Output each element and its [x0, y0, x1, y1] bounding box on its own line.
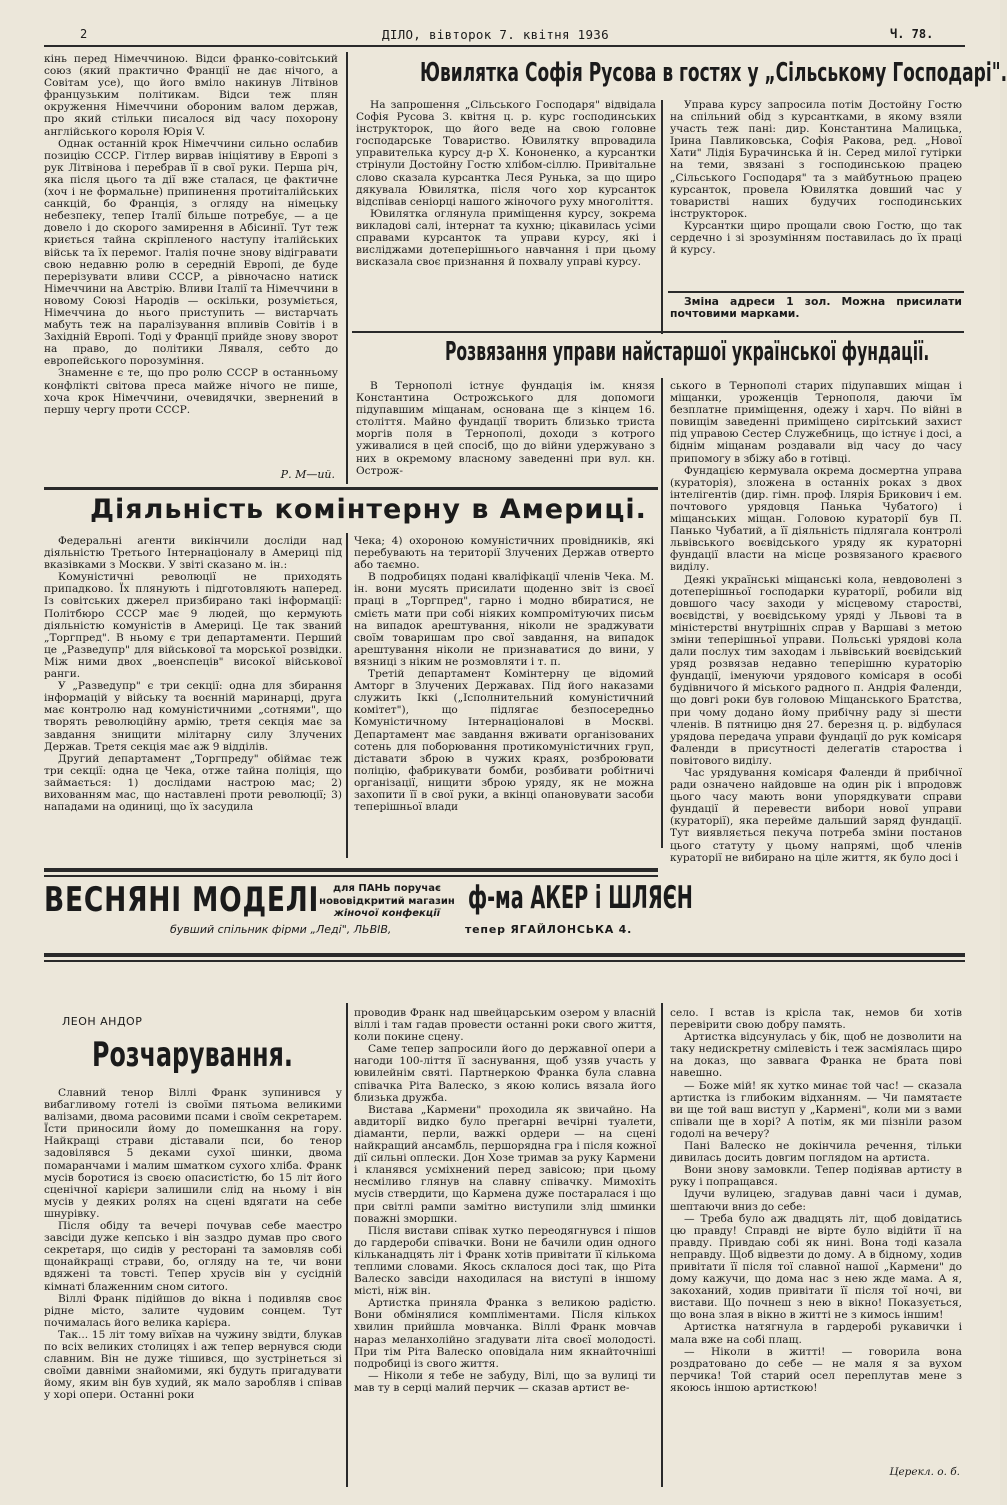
- story-paragraph: Після вистави співак хутко переодягнувся і пішов до гардероби співачки. Вони не бачили один одного кільканадцять літ і Франк хотів привітати її кількома теплими словами. Якось склалося досі так, що Ріта Валеско завсіди находилася на виступі в іншому місті, ніж він.: [354, 1224, 656, 1298]
- advert-bottom-rule: [44, 953, 965, 957]
- rusova-paragraph: На запрошення „Сільського Господаря" відвідала Софія Русова 3. квітня ц. р. курс господинських інструкторок, що його веде на свою головне господарське Товариство. Ювилятку впровадила управителька курсу д-р Х. Кононенко, а курсантки стрінули Достойну Гостю хлібом-сіллю. Привітальне слово сказала курсантка Леся Рунька, за що щиро дякувала Ювилятка, після чого хор курсанток відспівав сеніорці нашого жіночого руху многоліття.: [356, 99, 656, 208]
- politics-paragraph: Знаменне є те, що про ролю СССР в останньому конфлікті світова преса майже нічого не пише, хоча крок Німеччини, очевидячки, звернений в першу чергу проти СССР.: [44, 367, 338, 416]
- masthead: ДІЛО, вівторок 7. квітня 1936: [382, 27, 609, 42]
- foundation-paragraph: ського в Тернополі старих підупавших міщан і міщанки, уроженців Тернополя, даючи їм безплатне приміщення, одежу і харч. По війні в повищім заведенні приміщено сирітський захист під управою Сестер Служебниць, що істнує і досі, а біднім міщанам роздавали від часу до часу припомогу в збіжу або в готівці.: [670, 380, 962, 465]
- story-paragraph: Славний тенор Віллі Франк зупинився у вибагливому готелі із своїми пятьома великими валізами, двома расовими псами і своїм секретарем. Їсти приносили йому до помешкання на гору. Найкращі страви діставали пси, бо тенор задовілявся 5 деками сухої шинки, двома помаранчами і малим шматком сухого хліба. Франк мусів боротися із своєю опасистістю, бо 15 літ його сценічної карієри залишили слід на ньому і він мусів у деяких ролях на сцені вдягати на себе шнурівку.: [44, 1087, 342, 1220]
- advert-bottom-rule-thin: [44, 960, 965, 962]
- comintern-right-column: [354, 535, 654, 855]
- foundation-paragraph: В Тернополі істнує фундація ім. князя Константина Острожського для допомоги підупавшим міщанам, основана ще з кінцем 16. століття. Майно фундації творить близько триста моргів поля в Тернополі, доходи з котрого уживалися в цей спосіб, що до війни удержувано з них в окремому власному заведенні при вул. кн. Острож-: [356, 380, 655, 477]
- rusova-left-column: [356, 99, 656, 351]
- rusova-right-column: [670, 99, 962, 299]
- comintern-paragraph: Комуністичні революції не приходять припадково. Їх плянують і підготовляють наперед. Із совітських джерел призбирано такі інформації: Політбюро СССР має 9 людей, що кермують діяльністю комуністів в Америці. Це так званий „Торгпред". В ньому є три департаменти. Перший це „Разведупр" для військової та морської розвідки. Між ними двох „военспеців" високої військової ранги.: [44, 571, 342, 681]
- advert-firm-box: [468, 880, 693, 922]
- story-paragraph: Віллі Франк підійшов до вікна і подивляв своє рідне місто, залите чудовим сонцем. Тут почималась його велика карієра.: [44, 1292, 342, 1329]
- notice-rule: [668, 291, 964, 293]
- column-rule: [346, 52, 348, 484]
- story-paragraph: Саме тепер запросили його до державної опери а нагоди 100-ліття її заснування, щоб узяв участь у ювилейнім святі. Партнеркою Франка була славна співачка Ріта Валеско, з якою колись вязала його близька дружба.: [354, 1043, 656, 1104]
- story-paragraph: Після обіду та вечері почував себе маестро завсіди дуже кепсько і він заздро думав про свого секретаря, що сидів у ресторані та замовляв собі щонайкращі страви, бо, огляду на те, чи вони вдяжені та товсті. Тепер хрусів він у сусідній кімнаті блаженним сном ситого.: [44, 1220, 342, 1293]
- advert-firm: ф-ма АКЕР і ШЛЯЄН: [468, 880, 693, 916]
- advert-address: тепер ЯГАЙЛОНСЬКА 4.: [465, 923, 633, 936]
- issue-number: Ч. 78.: [890, 27, 934, 41]
- story-paragraph: Пані Валеско не докінчила речення, тільки дивилась досить довгим поглядом на артиста.: [670, 1140, 962, 1165]
- column-rule: [661, 100, 663, 334]
- story-paragraph: — Треба було аж двадцять літ, щоб довідатись цю правду! Справді не вірте було відійти її на правду. Привдаю собі як нині. Вона тоді казала неправду. Щоб відвезти до дому. А в бідному, ходив привітати її після тої славної нашої „Кармени" до дому кажучи, що дома нас з нею жде мама. А я, закоханий, ходив привітати її після тої ночі, ви вистави. Що почнеш з нею в вікно! Показується, що вона злая в вікно в житті не з кимось іншим!: [670, 1212, 962, 1322]
- comintern-paragraph: Другий департамент „Торгпреду" обіймає теж три секції: одна це Чека, отже тайна поліція, що займається: 1) дослідами настрою мас; 2) вихованням мас, що наставлені проти революції; 3) нападами на одиниці, що їх засудила: [44, 752, 342, 814]
- story-paragraph: Артистка відсунулась у бік, щоб не дозволити на таку недискретну смілевість і теж засміялась щиро на доказ, що заввага Франка не брата пові навешно.: [670, 1031, 962, 1080]
- rusova-paragraph: Ювилятка оглянула приміщення курсу, зокрема викладові салі, інтернат та кухню; цікавилась усіми справами курсанток та управи курсу, які і висліджами дотеперішнього навчання і при цьому висказала своє признання й похвалу управі курсу.: [356, 207, 656, 269]
- foundation-paragraph: Деякі українські міщанські кола, невдоволені з дотеперішньої господарки кураторії, робили від довшого часу заходи у місцевому старостві, воєвідстві, у воєвідському уряді у Львові та в міністерстві внутрішніх справ у Варшаві з метою зміни теперішньої управи. Польські урядові кола дали послух тим заходам і львівський воєвідський уряд розвязав недавно теперішню кураторію фундації, іменуючи урядового комісаря в особі будівничого й міського радного п. Андрія Фаленди, що довгі роки був головою Міщанського Братства, при чому додано йому прибічну раду зі шести членів. В пятницю дня 27. березня ц. р. відбулася урядова передача управи фундації до рук комісаря Фаленди в присутності делегатів староства і повітового виділу.: [670, 573, 962, 767]
- story-paragraph: Вони знову замовкли. Тепер подіявав артисту в руку і попращався.: [670, 1164, 962, 1189]
- comintern-headline-box: [90, 494, 647, 534]
- story-paragraph: Артистка натягнула в гардеробі рукавички і мала вже на собі плащ.: [670, 1321, 962, 1346]
- foundation-left-column: [356, 380, 655, 480]
- comintern-paragraph: У „Разведупр" є три секції: одна для збирання інформацій у війську та воєнній маринарці, друга має контролю над комуністичними „сотнями", що творять революційну армію, третя секція має за завдання знищити мілітарну силу Злучених Держав. Третя секція має аж 9 відділів.: [44, 680, 342, 753]
- story-paragraph: село. І встав із крісла так, немов би хотів перевірити свою добру память.: [670, 1007, 962, 1032]
- story-column-1: [44, 1087, 342, 1487]
- advert-line3: жіночої конфекції: [333, 908, 441, 919]
- rusova-headline: Ювилятка Софія Русова в гостях у „Сільському Господарі".: [420, 58, 1007, 88]
- advert-title: ВЕСНЯНІ МОДЕЛІ: [44, 880, 320, 920]
- foundation-paragraph: Час урядування комісаря Фаленди й прибічної ради означено найдовше на один рік і впродовж цього часу мають вони упорядкувати справи фундації й перевести вибори нової управи (кураторії), яка перейме дальший заряд фундації. Тут виявляється пекуча потреба зміни постанов цього статуту у цьому напрямі, щоб членів кураторії не вибирано на ціле життя, як було досі і: [670, 767, 962, 864]
- politics-paragraph: кінь перед Німеччиною. Відси франко-совітський союз (який практично Франції не дає нічого, а Совітам усе), що його вміло накинув Літвінов французьким політикам. Відси теж плян окруження Німеччини обороним валом держав, про який стільки писалося від часу похорону англійського короля Юрія V.: [44, 53, 338, 138]
- address-notice: [670, 296, 962, 320]
- story-paragraph: Ідучи вулицею, згадував давні часи і думав, шептаючи вниз до себе:: [670, 1188, 962, 1213]
- story-signature: Церекл. о. б.: [889, 1466, 960, 1478]
- advert-desc: [312, 883, 462, 921]
- story-paragraph: Артистка приняла Франка з великою радістю. Вони обмінялися компліментами. Після кількох хвилин прийшла мовчанка. Віллі Франк мовчав нараз меланхолійно згадувати літа своєї молодості. При тім Ріта Валеско оповідала ним якнайточніші подробиці із свого життя.: [354, 1297, 656, 1370]
- header-rule: [44, 45, 965, 47]
- story-paragraph: Вистава „Кармени" проходила як звичайно. На авдиторії видко було прегарні вечірні туалети, діаманти, перли, важкі ордери — на сцені найкращий ансамбль, першорядна гра і після кожної дії сильні оплески. Дон Хозе тримав за руку Кармени і кланявся усміхнений перед завісою; при цьому несміливо глянув на славну співачку. Мимохіть мусів ствердити, що Кармена дуже постаралася і що при світлі рампи замітно виступили злід шминки поважні зморшки.: [354, 1103, 656, 1225]
- story-paragraph: проводив Франк над швейцарським озером у власній віллі і там гадав провести останні роки свого життя, коли покине сцену.: [354, 1007, 656, 1044]
- comintern-paragraph: Чека; 4) охороною комуністичних провідників, які перебувають на території Злучених Держав отверто або таємно.: [354, 535, 654, 572]
- story-title: Розчарування.: [92, 1035, 293, 1075]
- column-rule: [661, 1003, 663, 1487]
- comintern-paragraph: В подробицях подані кваліфікації членів Чека. М. ін. вони мусять присилати щоденно звіт із своєї праці в „Торгпред", гарно і модно вбиратися, не смієть мати при собі ніяких компромітуючих письм на випадок арештування, ніколи не зраджувати своїм товаришам про свої завдання, на випадок арештування ніколи не признаватися до вини, у вязниці з ніким не розмовляти і т. п.: [354, 571, 654, 668]
- column-rule: [346, 533, 348, 858]
- column-rule: [346, 1003, 348, 1487]
- address-notice-text: Зміна адреси 1 зол. Можна присилати почтовими марками.: [670, 295, 962, 321]
- story-column-3: [670, 1007, 962, 1463]
- story-column-2: [354, 1007, 656, 1487]
- story-title-box: [92, 1035, 332, 1087]
- story-author: ЛЕОН АНДОР: [62, 1015, 143, 1028]
- politics-paragraph: Однак останній крок Німеччини сильно ослабив позицію СССР. Гітлер вирвав ініціятиву в Европі з рук Літвінова і перебрав її в свої руки. Перша річ, яка після цього та дії вже сталася, це фактичне (хоч і не формальне) припинення протиіталійських санкцій, бо Франція, з огляду на німецьку небезпеку, тепер Італії більше потребує, — а це довело і до скорого замирення в Абісинії. Тут теж криється тайна скріпленого наступу італійських військ та їх перемог. Італія почне знову відігравати свою недавню ролю в середній Европі, де буде перерізувати вливи СССР, а рівночасно натиск Німеччини на Австрію. Вливи Італії та Німеччини в новому Союзі Народів — оскільки, розуміється, Німеччина до нього приступить — вистарчать мабуть теж на паралізування впливів Совітів і в Західній Европі. Тоді у Франції прийде знову зворот на право, до політики Ляваля, себто до европейського порозуміння.: [44, 137, 338, 368]
- comintern-paragraph: Федеральні агенти викінчили досліди над діяльністю Третього Інтернаціоналу в Америці під вказівками з Москви. У звіті сказано м. ін.:: [44, 535, 342, 572]
- advert-top-rule: [44, 868, 658, 872]
- page-number: 2: [80, 27, 88, 41]
- story-paragraph: — Боже мій! як хутко минає той час! — сказала артистка із глибоким відханням. — Чи памятаєте ви ще той ваш виступ у „Кармені", коли ми з вами співали ще в хорі? А потім, як ми пізніли разом годолі на вечеру?: [670, 1079, 962, 1140]
- column-rule: [661, 378, 663, 848]
- foundation-right-column: [670, 380, 962, 1005]
- rusova-headline-box: [420, 58, 1007, 98]
- section-rule: [44, 487, 658, 490]
- politics-article: [44, 53, 338, 453]
- rusova-paragraph: Управа курсу запросила потім Достойну Гостю на спільний обід з курсантками, в якому взяли участь теж пані: дир. Константина Малицька, Ірина Павликовська, Софія Ракова, ред. „Нової Хати" Лідія Бурачинська й ін. Серед милої гутірки на теми, звязані з господинською працею „Сільського Господаря" та з майбутньою працею курсанток, провела Ювилятка довший час у товаристві наших будучих господинських інструкторок.: [670, 99, 962, 220]
- advert-line1: для ПАНЬ поручає: [333, 883, 441, 894]
- politics-signature: Р. М—ий.: [280, 468, 335, 481]
- advert-former: бувший спільник фірми „Леді", ЛЬВІВ,: [170, 923, 392, 936]
- story-paragraph: Так... 15 літ тому виїхав на чужину звідти, блукав по вcіх великих столицях і аж тепер вернувся сюди славним. Він не дуже тішився, що зустрінеться зі своїми давніми знайомими, які будуть пригадувати йому, яким він був худий, як мало заробляв і співав у хорі опери. Останні роки: [44, 1328, 342, 1402]
- foundation-headline: Розвязання управи найстаршої української фундації.: [445, 337, 930, 367]
- story-paragraph: — Ніколи в житті! — говорила вона роздратовано до себе — не маля я за вухом перчика! Той старий осел переплутав мене з якоюсь іншою артисткою!: [670, 1345, 962, 1394]
- comintern-paragraph: Третій департамент Комінтерну це відомий Амторг в Злучених Державах. Під його наказами служить Іккі („Ісполнительний комуністичний комітет"), що підлягає безпосередньо Комуністичному Інтернаціоналові в Москві. Департамент має завдання вживати організованих сотень для поборювання протикомуністичних груп, діставати зброю в чужих краях, розброювати поліцію, фабрикувати бомби, розбивати робітничі організації, нищити зброю уряду, як не можна захопити її в свої руки, а вкінці опановувати засоби теперішньої влади: [354, 668, 654, 814]
- advert-title-box: [44, 880, 320, 924]
- comintern-headline: Діяльність комінтерну в Америці.: [90, 494, 647, 525]
- story-paragraph: — Ніколи я тебе не забуду, Вілі, що за вулиці ти мав ту в серці малий перчик — сказав артист ве-: [354, 1369, 656, 1394]
- advert-line2: нововідкритий магазин: [319, 895, 455, 907]
- advert-top-rule-thin: [44, 875, 658, 877]
- rusova-paragraph: Курсантки щиро прощали свою Гостю, що так сердечно і зі зрозумінням поставилась до їх праці й курсу.: [670, 219, 962, 257]
- foundation-paragraph: Фундацією кермувала окрема досмертна управа (кураторія), зложена в останніх роках з двох інтелігентів (дир. гімн. проф. Ілярія Брикович і ем. почтового урядовця Панька Чубатого) і міщанських міщан. Головою кураторії був П. Панько Чубатий, а її діяльність підлягала контролі львівського воєвідського уряду як кураторні фундації власти на місце розвязаного краєвого виділу.: [670, 464, 962, 574]
- foundation-headline-box: [445, 337, 945, 377]
- section-rule: [352, 331, 964, 333]
- comintern-left-column: [44, 535, 342, 855]
